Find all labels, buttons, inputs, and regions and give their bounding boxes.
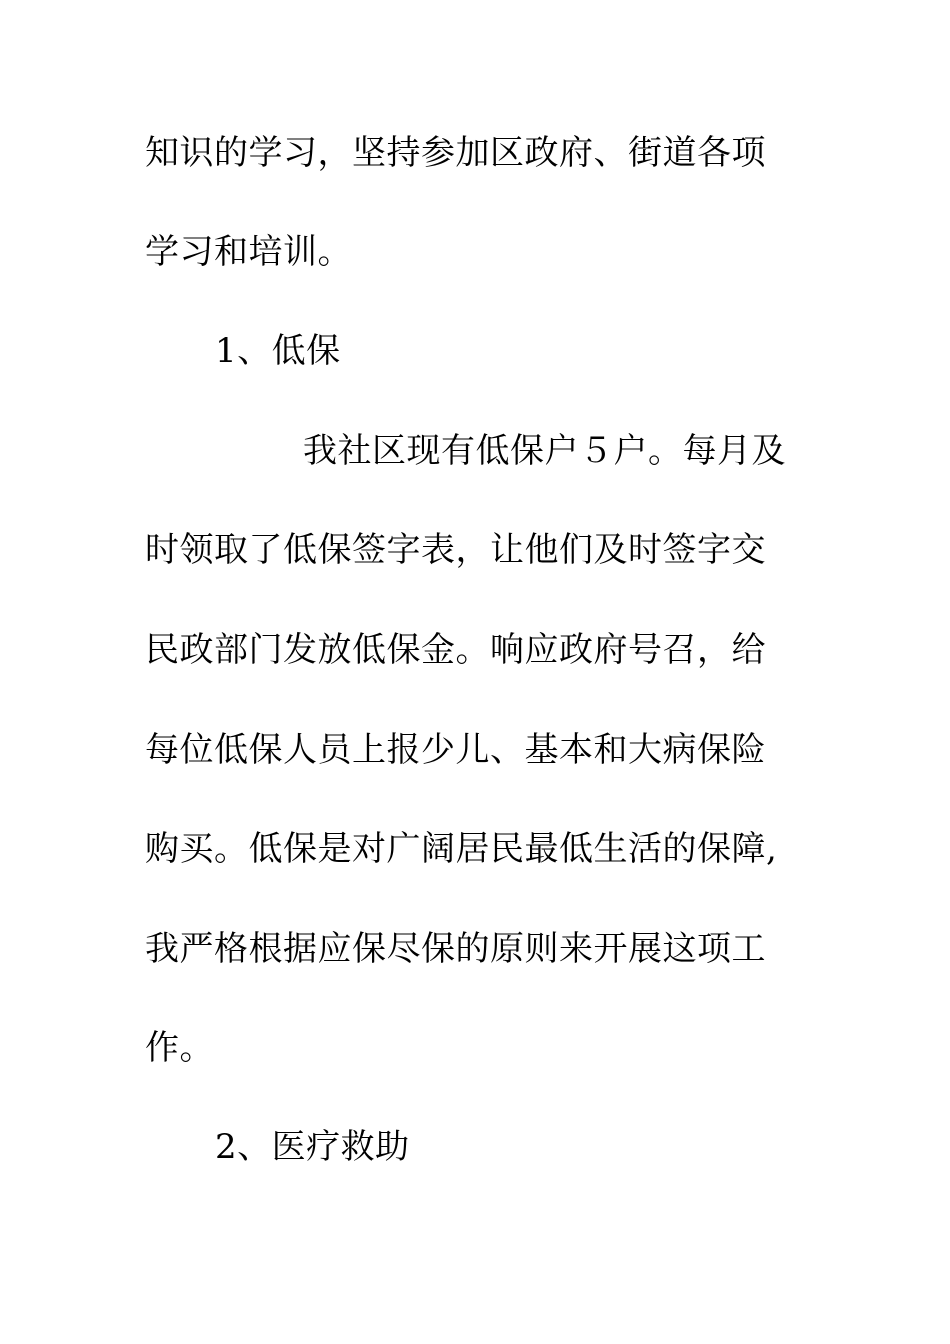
paragraph-line: 我社区现有低保户５户。每月及 — [303, 431, 786, 471]
paragraph-line: 作。 — [145, 1028, 214, 1068]
paragraph-line: 时领取了低保签字表，让他们及时签字交 — [145, 530, 766, 570]
section-heading-1: 1、低保 — [215, 331, 341, 371]
paragraph-line: 知识的学习，坚持参加区政府、街道各项 — [145, 133, 766, 173]
paragraph-line: 我严格根据应保尽保的原则来开展这项工 — [145, 929, 766, 969]
paragraph-line: 每位低保人员上报少儿、基本和大病保险 — [145, 730, 766, 770]
paragraph-line: 购买。低保是对广阔居民最低生活的保障, — [145, 829, 778, 869]
paragraph-line: 学习和培训。 — [145, 232, 352, 272]
section-heading-2: 2、医疗救助 — [215, 1127, 410, 1167]
paragraph-line: 民政部门发放低保金。响应政府号召，给 — [145, 630, 766, 670]
